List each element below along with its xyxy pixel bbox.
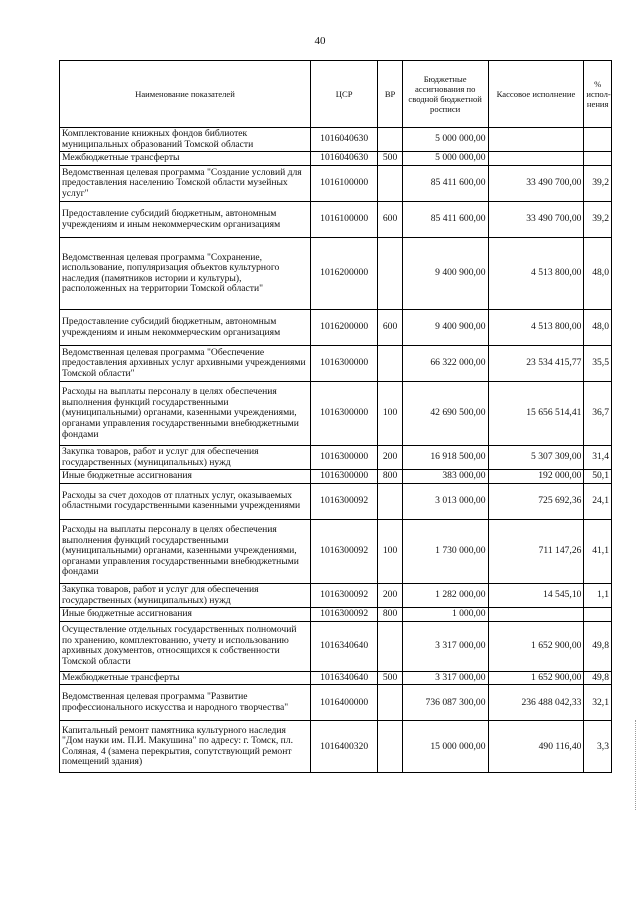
row-name: Ведомственная целевая программа "Обеспечение предоставления архивных услуг архивными учреждениями Томской области": [60, 346, 311, 382]
row-vr: [378, 128, 402, 152]
row-percent: 36,7: [584, 382, 612, 446]
row-vr: 600: [378, 202, 402, 238]
row-name: Расходы на выплаты персоналу в целях обеспечения выполнения функций государственными (муниципальными) органами, казенными учреждениями, органами управления государственными внебюджетными фондами: [60, 382, 311, 446]
row-name: Ведомственная целевая программа "Создание условий для предоставления населению Томской области музейных услуг": [60, 166, 311, 202]
row-vr: [378, 346, 402, 382]
row-budget: 1 730 000,00: [402, 519, 488, 583]
table-body: [60, 128, 612, 773]
row-cash: [488, 152, 584, 166]
table-row: [60, 346, 612, 382]
row-name: Межбюджетные трансферты: [60, 152, 311, 166]
row-percent: 49,8: [584, 671, 612, 685]
row-csr: 1016100000: [311, 166, 378, 202]
row-percent: 49,8: [584, 621, 612, 671]
row-csr: 1016300092: [311, 483, 378, 519]
row-vr: 100: [378, 382, 402, 446]
row-csr: 1016340640: [311, 621, 378, 671]
row-cash: 192 000,00: [488, 470, 584, 484]
row-csr: 1016400000: [311, 685, 378, 721]
table-row: [60, 671, 612, 685]
row-cash: 1 652 900,00: [488, 621, 584, 671]
row-budget: 15 000 000,00: [402, 721, 488, 773]
row-vr: [378, 483, 402, 519]
row-percent: 3,3: [584, 721, 612, 773]
row-budget: 85 411 600,00: [402, 202, 488, 238]
table-row: [60, 310, 612, 346]
row-name: Комплектование книжных фондов библиотек муниципальных образований Томской области: [60, 128, 311, 152]
table-row: [60, 166, 612, 202]
row-cash: 725 692,36: [488, 483, 584, 519]
row-percent: 39,2: [584, 166, 612, 202]
row-percent: 35,5: [584, 346, 612, 382]
table-row: [60, 621, 612, 671]
row-csr: 1016300000: [311, 382, 378, 446]
page-number: 40: [314, 35, 326, 47]
row-budget: 42 690 500,00: [402, 382, 488, 446]
row-vr: 100: [378, 519, 402, 583]
row-percent: 32,1: [584, 685, 612, 721]
row-budget: 736 087 300,00: [402, 685, 488, 721]
row-name: Иные бюджетные ассигнования: [60, 608, 311, 622]
row-percent: 50,1: [584, 470, 612, 484]
row-budget: 383 000,00: [402, 470, 488, 484]
row-percent: 48,0: [584, 310, 612, 346]
row-vr: [378, 685, 402, 721]
row-name: Иные бюджетные ассигнования: [60, 470, 311, 484]
budget-execution-table: [59, 60, 612, 773]
table-row: [60, 152, 612, 166]
scan-edge-mark: [635, 720, 638, 810]
table-row: [60, 519, 612, 583]
row-budget: 3 013 000,00: [402, 483, 488, 519]
row-vr: [378, 621, 402, 671]
row-csr: 1016040630: [311, 128, 378, 152]
row-vr: [378, 238, 402, 310]
row-cash: 236 488 042,33: [488, 685, 584, 721]
row-csr: 1016300000: [311, 446, 378, 470]
table-row: [60, 721, 612, 773]
row-name: Закупка товаров, работ и услуг для обеспечения государственных (муниципальных) нужд: [60, 583, 311, 607]
row-percent: 41,1: [584, 519, 612, 583]
table-row: [60, 685, 612, 721]
row-budget: 3 317 000,00: [402, 671, 488, 685]
table-row: [60, 202, 612, 238]
row-vr: 500: [378, 152, 402, 166]
table-row: [60, 238, 612, 310]
header-vr: ВР: [378, 61, 402, 128]
row-name: Расходы на выплаты персоналу в целях обеспечения выполнения функций государственными (муниципальными) органами, казенными учреждениями, органами управления государственными внебюджетными фондами: [60, 519, 311, 583]
row-budget: 66 322 000,00: [402, 346, 488, 382]
row-name: Ведомственная целевая программа "Сохранение, использование, популяризация объектов культурного наследия (памятников истории и культуры), расположенных на территории Томской области": [60, 238, 311, 310]
table-header-row: [60, 61, 612, 128]
row-vr: 600: [378, 310, 402, 346]
row-budget: 1 282 000,00: [402, 583, 488, 607]
row-name: Межбюджетные трансферты: [60, 671, 311, 685]
table-row: [60, 608, 612, 622]
row-cash: 5 307 309,00: [488, 446, 584, 470]
row-name: Предоставление субсидий бюджетным, автономным учреждениям и иным некоммерческим организациям: [60, 202, 311, 238]
header-cash: Кассовое исполнение: [488, 61, 584, 128]
row-csr: 1016100000: [311, 202, 378, 238]
row-percent: [584, 128, 612, 152]
row-cash: 4 513 800,00: [488, 238, 584, 310]
header-percent: % испол- нения: [584, 61, 612, 128]
row-csr: 1016300000: [311, 470, 378, 484]
row-name: Расходы за счет доходов от платных услуг, оказываемых областными государственными казенными учреждениями: [60, 483, 311, 519]
row-cash: 33 490 700,00: [488, 166, 584, 202]
row-budget: 3 317 000,00: [402, 621, 488, 671]
row-percent: 39,2: [584, 202, 612, 238]
row-percent: 24,1: [584, 483, 612, 519]
row-csr: 1016040630: [311, 152, 378, 166]
row-cash: [488, 128, 584, 152]
row-cash: 711 147,26: [488, 519, 584, 583]
row-percent: 31,4: [584, 446, 612, 470]
row-csr: 1016400320: [311, 721, 378, 773]
row-name: Осуществление отдельных государственных полномочий по хранению, комплектованию, учету и использованию архивных документов, относящихся к собственности Томской области: [60, 621, 311, 671]
row-csr: 1016200000: [311, 310, 378, 346]
row-csr: 1016300092: [311, 608, 378, 622]
row-budget: 9 400 900,00: [402, 310, 488, 346]
row-vr: 500: [378, 671, 402, 685]
row-vr: [378, 721, 402, 773]
row-vr: [378, 166, 402, 202]
row-name: Ведомственная целевая программа "Развитие профессионального искусства и народного творчества": [60, 685, 311, 721]
row-csr: 1016300092: [311, 583, 378, 607]
header-budget: Бюджетные ассигнования по сводной бюджетной росписи: [402, 61, 488, 128]
table-row: [60, 483, 612, 519]
row-budget: 5 000 000,00: [402, 152, 488, 166]
row-name: Закупка товаров, работ и услуг для обеспечения государственных (муниципальных) нужд: [60, 446, 311, 470]
row-cash: [488, 608, 584, 622]
row-vr: 200: [378, 583, 402, 607]
row-percent: [584, 152, 612, 166]
header-csr: ЦСР: [311, 61, 378, 128]
table-row: [60, 583, 612, 607]
row-budget: 16 918 500,00: [402, 446, 488, 470]
row-budget: 1 000,00: [402, 608, 488, 622]
table-row: [60, 382, 612, 446]
row-percent: 1,1: [584, 583, 612, 607]
header-name: Наименование показателей: [60, 61, 311, 128]
row-percent: [584, 608, 612, 622]
row-cash: 1 652 900,00: [488, 671, 584, 685]
table-row: [60, 446, 612, 470]
row-budget: 5 000 000,00: [402, 128, 488, 152]
row-budget: 85 411 600,00: [402, 166, 488, 202]
row-budget: 9 400 900,00: [402, 238, 488, 310]
row-vr: 800: [378, 470, 402, 484]
row-vr: 200: [378, 446, 402, 470]
row-csr: 1016300000: [311, 346, 378, 382]
row-cash: 15 656 514,41: [488, 382, 584, 446]
row-cash: 4 513 800,00: [488, 310, 584, 346]
row-cash: 14 545,10: [488, 583, 584, 607]
row-csr: 1016300092: [311, 519, 378, 583]
row-csr: 1016340640: [311, 671, 378, 685]
row-cash: 23 534 415,77: [488, 346, 584, 382]
table-row: [60, 128, 612, 152]
row-vr: 800: [378, 608, 402, 622]
row-percent: 48,0: [584, 238, 612, 310]
row-cash: 33 490 700,00: [488, 202, 584, 238]
row-name: Предоставление субсидий бюджетным, автономным учреждениям и иным некоммерческим организациям: [60, 310, 311, 346]
row-csr: 1016200000: [311, 238, 378, 310]
row-name: Капитальный ремонт памятника культурного наследия "Дом науки им. П.И. Макушина" по адресу: г. Томск, пл. Соляная, 4 (замена перекрытия, сопутствующий ремонт помещений здания): [60, 721, 311, 773]
table-row: [60, 470, 612, 484]
row-cash: 490 116,40: [488, 721, 584, 773]
